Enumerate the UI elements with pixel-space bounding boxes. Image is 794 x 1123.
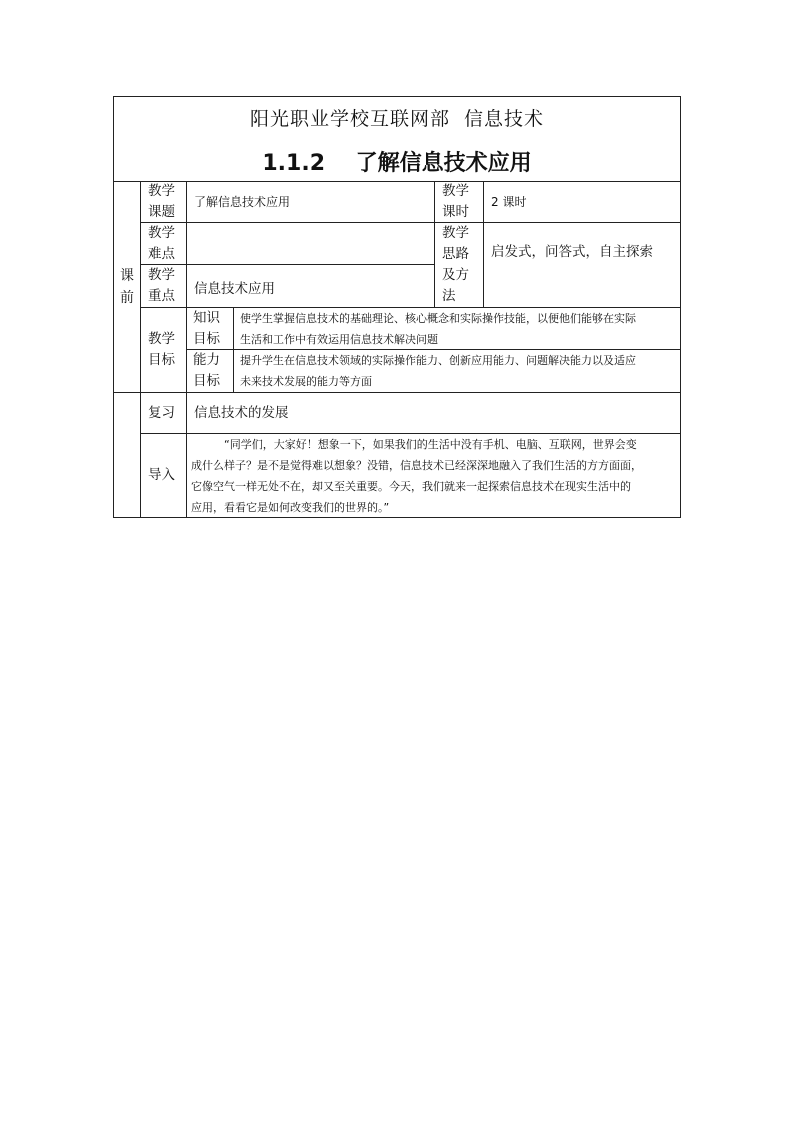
intro-label: 导入: [148, 467, 175, 483]
ability-objective-label: 能力 目标: [193, 352, 220, 389]
knowledge-objective-text: 使学生掌握信息技术的基础理论、核心概念和实际操作技能，以便他们能够在实际 生活和工作中有效运用信息技术解决问题: [240, 311, 636, 346]
method-value: 启发式，问答式，自主探索: [491, 243, 653, 260]
lesson-title: 1.1.2 了解信息技术应用: [262, 151, 532, 176]
review-value: 信息技术的发展: [194, 404, 289, 421]
hours-value: 2 课时: [491, 194, 527, 209]
focus-value: 信息技术应用: [194, 280, 275, 297]
topic-value: 了解信息技术应用: [194, 194, 291, 209]
review-label: 复习: [148, 404, 175, 421]
school-title: 阳光职业学校互联网部 信息技术: [249, 108, 545, 130]
hours-label: 教学 课时: [442, 183, 469, 220]
difficulty-label: 教学 难点: [148, 224, 175, 262]
ability-objective-text: 提升学生在信息技术领域的实际操作能力、创新应用能力、问题解决能力以及适应 未来技术发展的能力等方面: [240, 354, 636, 388]
objectives-label: 教学 目标: [148, 331, 175, 368]
method-label: 教学 思路 及方 法: [442, 225, 469, 304]
topic-label: 教学 课题: [148, 183, 175, 220]
pre-class-label: 课 前: [120, 268, 134, 306]
lesson-plan-table: [113, 96, 681, 518]
focus-label: 教学 重点: [148, 267, 175, 304]
intro-text: “同学们，大家好！想象一下，如果我们的生活中没有手机、电脑、互联网，世界会变 成什么样子？是不是觉得难以想象？没错，信息技术已经深深地融入了我们生活的方方面面， 它像空气一样无处不在，却又至关重要。今天，我们就来一起探索信息技术在现实生活中的 应用，看看它是如何改变我们的世界的。”: [191, 437, 642, 514]
difficulty-value: [194, 223, 432, 264]
knowledge-objective-label: 知识 目标: [193, 309, 220, 347]
